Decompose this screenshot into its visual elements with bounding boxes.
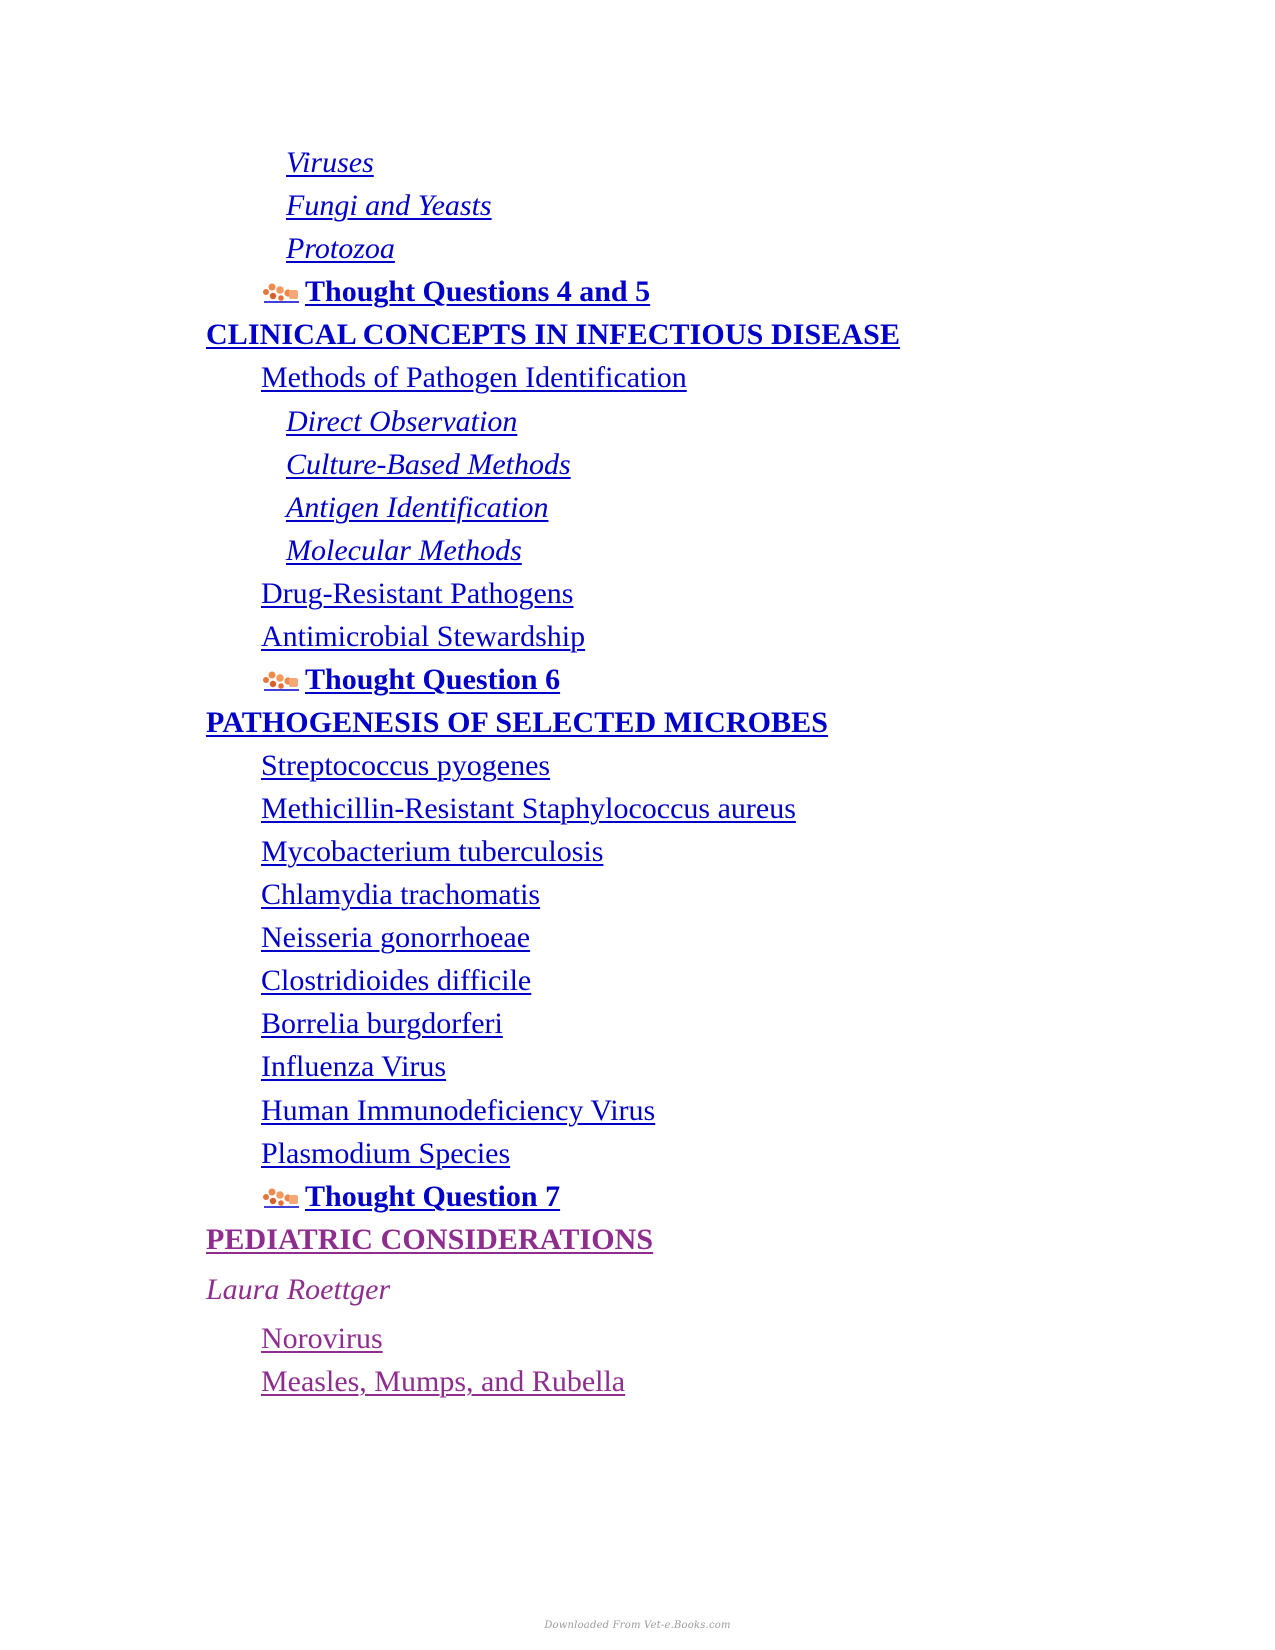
toc-link-clostridioides-difficile[interactable]: Clostridioides difficile <box>261 964 532 997</box>
toc-link-hiv[interactable]: Human Immunodeficiency Virus <box>261 1094 656 1127</box>
toc-link-methods-identification[interactable]: Methods of Pathogen Identification <box>261 361 687 394</box>
toc-link-thought-questions-4-5[interactable] <box>261 277 650 307</box>
toc-link-culture-based-methods[interactable]: Culture-Based Methods <box>286 448 571 481</box>
toc-heading-clinical-concepts[interactable]: CLINICAL CONCEPTS IN INFECTIOUS DISEASE <box>206 318 901 351</box>
toc-link-norovirus[interactable]: Norovirus <box>261 1322 383 1355</box>
toc-link-streptococcus-pyogenes[interactable]: Streptococcus pyogenes <box>261 749 551 782</box>
toc-link-fungi-and-yeasts[interactable]: Fungi and Yeasts <box>286 189 492 222</box>
toc-link-measles-mumps-rubella[interactable]: Measles, Mumps, and Rubella <box>261 1365 626 1398</box>
toc-link-drug-resistant-pathogens[interactable]: Drug-Resistant Pathogens <box>261 577 574 610</box>
toc-heading-pathogenesis[interactable]: PATHOGENESIS OF SELECTED MICROBES <box>206 706 829 739</box>
toc-link-protozoa[interactable]: Protozoa <box>286 232 395 265</box>
toc-link-influenza-virus[interactable]: Influenza Virus <box>261 1050 447 1083</box>
thought-question-label: Thought Question 7 <box>305 1180 561 1213</box>
thought-question-icon <box>261 1186 301 1208</box>
toc-link-direct-observation[interactable]: Direct Observation <box>286 405 518 438</box>
toc-link-neisseria-gonorrhoeae[interactable]: Neisseria gonorrhoeae <box>261 921 531 954</box>
toc-link-mycobacterium-tuberculosis[interactable]: Mycobacterium tuberculosis <box>261 835 604 868</box>
toc-link-molecular-methods[interactable]: Molecular Methods <box>286 534 522 567</box>
toc-link-antimicrobial-stewardship[interactable]: Antimicrobial Stewardship <box>261 620 586 653</box>
toc-link-antigen-identification[interactable]: Antigen Identification <box>286 491 549 524</box>
toc-link-plasmodium-species[interactable]: Plasmodium Species <box>261 1137 511 1170</box>
thought-question-icon <box>261 281 301 303</box>
thought-question-label: Thought Questions 4 and 5 <box>305 275 651 308</box>
toc-link-thought-question-6[interactable] <box>261 665 560 695</box>
toc-link-viruses[interactable]: Viruses <box>286 146 374 179</box>
footer-watermark: Downloaded From Vet-e.Books.com <box>544 1620 731 1631</box>
toc-link-mrsa[interactable]: Methicillin-Resistant Staphylococcus aureus <box>261 792 796 825</box>
section-author: Laura Roettger <box>206 1273 391 1306</box>
toc-heading-pediatric-considerations[interactable]: PEDIATRIC CONSIDERATIONS <box>206 1223 654 1256</box>
toc-link-thought-question-7[interactable] <box>261 1182 560 1212</box>
toc-link-chlamydia-trachomatis[interactable]: Chlamydia trachomatis <box>261 878 541 911</box>
thought-question-label: Thought Question 6 <box>305 663 561 696</box>
toc-link-borrelia-burgdorferi[interactable]: Borrelia burgdorferi <box>261 1007 503 1040</box>
thought-question-icon <box>261 669 301 691</box>
